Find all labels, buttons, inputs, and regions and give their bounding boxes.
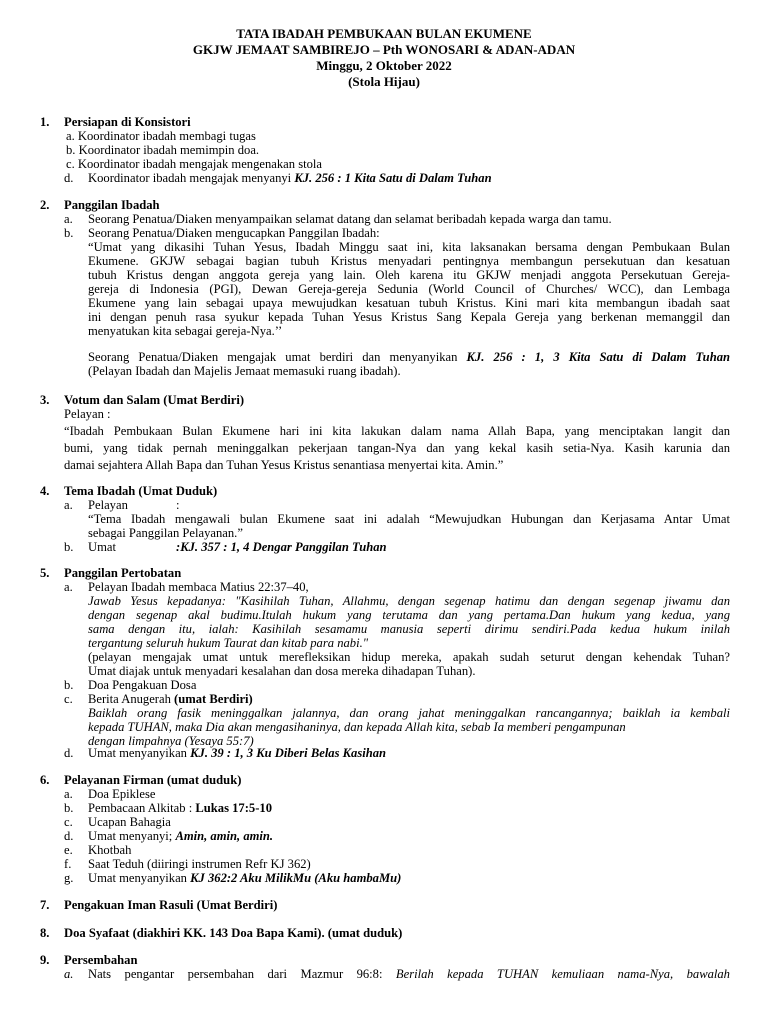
s2-item-a: Seorang Penatua/Diaken menyampaikan selamat datang dan selamat beribadah kepada warga dan tamu.: [88, 212, 612, 226]
s1-title: Persiapan di Konsistori: [64, 115, 191, 129]
s6-item-a: Doa Epiklese: [88, 787, 156, 801]
s6-item-c: Ucapan Bahagia: [88, 815, 171, 829]
s4-title: Tema Ibadah (Umat Duduk): [64, 484, 218, 498]
s9-num: 9.: [40, 953, 50, 967]
s9-item-a-text: Nats pengantar persembahan dari Mazmur 96:8:: [88, 967, 396, 981]
s5-grace-line: Baiklah orang fasik meninggalkan jalannya, dan orang jahat meninggalkan rancangannya; baiklah ia kembali: [88, 706, 730, 720]
s4-item-a-mark: a.: [64, 498, 73, 512]
s9-item-a: [88, 967, 730, 981]
s6-item-d: [88, 829, 273, 843]
s1-item-d-mark: d.: [64, 171, 74, 185]
doc-date: Minggu, 2 Oktober 2022: [316, 58, 452, 73]
s4-num: 4.: [40, 484, 50, 498]
s1-item-d-song: KJ. 256 : 1 Kita Satu di Dalam Tuhan: [294, 171, 492, 185]
s6-item-d-song: Amin, amin, amin.: [175, 829, 274, 843]
s2-invite-song: KJ. 256 : 1, 3 Kita Satu di Dalam Tuhan: [466, 350, 730, 364]
s6-title: Pelayanan Firman (umat duduk): [64, 773, 242, 787]
s2-invite: [88, 350, 730, 364]
s5-num: 5.: [40, 566, 50, 580]
s3-speaker: Pelayan :: [64, 407, 111, 421]
s6-item-b-text: Pembacaan Alkitab :: [88, 801, 196, 815]
s7-title: Pengakuan Iman Rasuli (Umat Berdiri): [64, 898, 278, 912]
s4-item-b-label: Umat: [88, 540, 116, 554]
s4-theme-line: “Tema Ibadah mengawali bulan Ekumene saat ini adalah “Mewujudkan Hubungan dan Kerjasama Antar Umat: [88, 512, 730, 526]
s2-quote-line: tubuh Kristus dengan anggota gereja yang lain. Oleh karena itu GKJW menjadi anggota Persekutuan Gereja-: [88, 268, 730, 282]
s5-grace-line: dengan limpahnya (Yesaya 55:7): [88, 734, 254, 748]
s8-title: Doa Syafaat (diakhiri KK. 143 Doa Bapa Kami). (umat duduk): [64, 926, 403, 940]
s6-item-b: [88, 801, 272, 815]
s1-item-d: [88, 171, 492, 185]
s6-item-g-song: KJ 362:2 Aku MilikMu (Aku hambaMu): [190, 871, 402, 885]
s2-item-b-mark: b.: [64, 226, 74, 240]
s1-item-b: b. Koordinator ibadah memimpin doa.: [66, 143, 260, 157]
s3-title: Votum dan Salam (Umat Berdiri): [64, 393, 245, 407]
doc-stola: (Stola Hijau): [348, 74, 420, 89]
s4-item-a-colon: :: [176, 498, 180, 512]
s5-note-line: (pelayan mengajak umat untuk merefleksikan hidup mereka, apakah sudah seturut dengan kehendak Tuhan?: [88, 650, 730, 664]
s2-note: (Pelayan Ibadah dan Majelis Jemaat memasuki ruang ibadah).: [88, 364, 401, 378]
s1-item-a: a. Koordinator ibadah membagi tugas: [66, 129, 256, 143]
s2-invite-text: Seorang Penatua/Diaken mengajak umat berdiri dan menyanyikan: [88, 350, 467, 364]
s5-title: Panggilan Pertobatan: [64, 566, 182, 580]
s5-item-c-posture: (umat Berdiri): [174, 692, 253, 706]
s2-quote-line: menyatukan kita sebagai gereja-Nya.’’: [88, 324, 283, 338]
s5-grace-line: kepada TUHAN, maka Dia akan mengasihaninya, dan kepada Allah kita, sebab Ia memberi pengampunan: [88, 720, 626, 734]
s6-item-e-mark: e.: [64, 843, 73, 857]
s2-quote-line: Ekumene. GKJW sebagai bagian tubuh Kristus menyadari pentingnya membangun persekutuan dan kesatuan: [88, 254, 730, 268]
s5-item-c: [88, 692, 253, 706]
s3-votum-line: damai sejahtera Allah Bapa dan Tuhan Yesus Kristus senantiasa menyertai kita. Amin.”: [64, 458, 504, 472]
s6-item-c-mark: c.: [64, 815, 73, 829]
s5-item-b-mark: b.: [64, 678, 74, 692]
s9-item-a-mark: a.: [64, 967, 74, 981]
s5-note-line: Umat diajak untuk menyadari kesalahan dan dosa mereka dihadapan Tuhan).: [88, 664, 476, 678]
s2-quote-line: ini dengan penuh rasa syukur kepada Tuhan Yesus Kristus Sang Kepala Gereja yang berkenan memanggil dan: [88, 310, 730, 324]
s5-item-d-mark: d.: [64, 746, 74, 760]
s6-item-g-mark: g.: [64, 871, 74, 885]
s5-item-a-mark: a.: [64, 580, 73, 594]
s5-item-b: Doa Pengakuan Dosa: [88, 678, 197, 692]
s2-item-b: Seorang Penatua/Diaken mengucapkan Panggilan Ibadah:: [88, 226, 380, 240]
s4-item-a-label: Pelayan: [88, 498, 128, 512]
s6-item-b-mark: b.: [64, 801, 74, 815]
s2-title: Panggilan Ibadah: [64, 198, 160, 212]
s4-theme-line: sebagai Panggilan Pelayanan.”: [88, 526, 243, 540]
s5-item-a: Pelayan Ibadah membaca Matius 22:37–40,: [88, 580, 309, 594]
s2-quote-line: Ekumene yang lain sebagai upaya mewujudkan kesatuan tubuh Kristus. Kini mari kita membangun ibadah saat: [88, 296, 730, 310]
s5-item-d: [88, 746, 386, 760]
s6-num: 6.: [40, 773, 50, 787]
s6-item-f-mark: f.: [64, 857, 72, 871]
s6-item-b-reading: Lukas 17:5-10: [195, 801, 273, 815]
s9-item-a-verse: Berilah kepada TUHAN kemuliaan nama-Nya, bawalah: [395, 967, 730, 981]
doc-congregation: GKJW JEMAAT SAMBIREJO – Pth WONOSARI & ADAN-ADAN: [192, 42, 576, 57]
s5-item-d-song: KJ. 39 : 1, 3 Ku Diberi Belas Kasihan: [190, 746, 387, 760]
s5-item-d-text: Umat menyanyikan: [88, 746, 191, 760]
s2-num: 2.: [40, 198, 50, 212]
s5-scripture-line: Jawab Yesus kepadanya: "Kasihilah Tuhan, Allahmu, dengan segenap hatimu dan dengan segenap jiwamu dan: [88, 594, 730, 608]
s6-item-g: [88, 871, 401, 885]
s4-item-b-song: :KJ. 357 : 1, 4 Dengar Panggilan Tuhan: [176, 540, 387, 554]
doc-title: TATA IBADAH PEMBUKAAN BULAN EKUMENE: [236, 26, 532, 41]
s5-scripture-line: tergantung seluruh hukum Taurat dan kitab para nabi.": [88, 636, 369, 650]
s5-scripture-line: sama dengan itu, ialah: Kasihilah sesamamu manusia seperti dirimu sendiri.Pada kedua hukum inilah: [88, 622, 730, 636]
s6-item-f: Saat Teduh (diiringi instrumen Refr KJ 362): [88, 857, 311, 871]
s6-item-e: Khotbah: [88, 843, 132, 857]
s8-num: 8.: [40, 926, 50, 940]
s3-votum-line: “Ibadah Pembukaan Bulan Ekumene hari ini kita lakukan dalam nama Allah Bapa, yang menciptakan langit dan: [64, 424, 730, 438]
s1-item-c: c. Koordinator ibadah mengajak mengenakan stola: [66, 157, 322, 171]
s5-item-c-mark: c.: [64, 692, 73, 706]
s7-num: 7.: [40, 898, 50, 912]
s3-votum-line: bumi, yang tidak pernah meninggalkan pekerjaan tangan-Nya dan yang kekal kasih setia-Nya. Kasih karunia dan: [64, 441, 730, 455]
s9-title: Persembahan: [64, 953, 138, 967]
s5-scripture-line: dengan segenap akal budimu.Itulah hukum yang terutama dan yang pertama.Dan hukum yang kedua, yang: [88, 608, 730, 622]
s3-num: 3.: [40, 393, 50, 407]
s6-item-a-mark: a.: [64, 787, 73, 801]
s5-item-c-text: Berita Anugerah: [88, 692, 175, 706]
s2-quote-line: gereja di Indonesia (PGI), Dewan Gereja-gereja Sedunia (World Council of Churches/ WCC), dan Lembaga: [88, 282, 730, 296]
s2-quote-line: “Umat yang dikasihi Tuhan Yesus, Ibadah Minggu saat ini, kita laksanakan bersama dengan Pembukaan Bulan: [88, 240, 730, 254]
s4-item-b-mark: b.: [64, 540, 74, 554]
s6-item-d-mark: d.: [64, 829, 74, 843]
s1-item-d-text: Koordinator ibadah mengajak menyanyi: [88, 171, 295, 185]
s6-item-d-text: Umat menyanyi;: [88, 829, 176, 843]
s1-num: 1.: [40, 115, 50, 129]
s6-item-g-text: Umat menyanyikan: [88, 871, 191, 885]
s2-item-a-mark: a.: [64, 212, 73, 226]
